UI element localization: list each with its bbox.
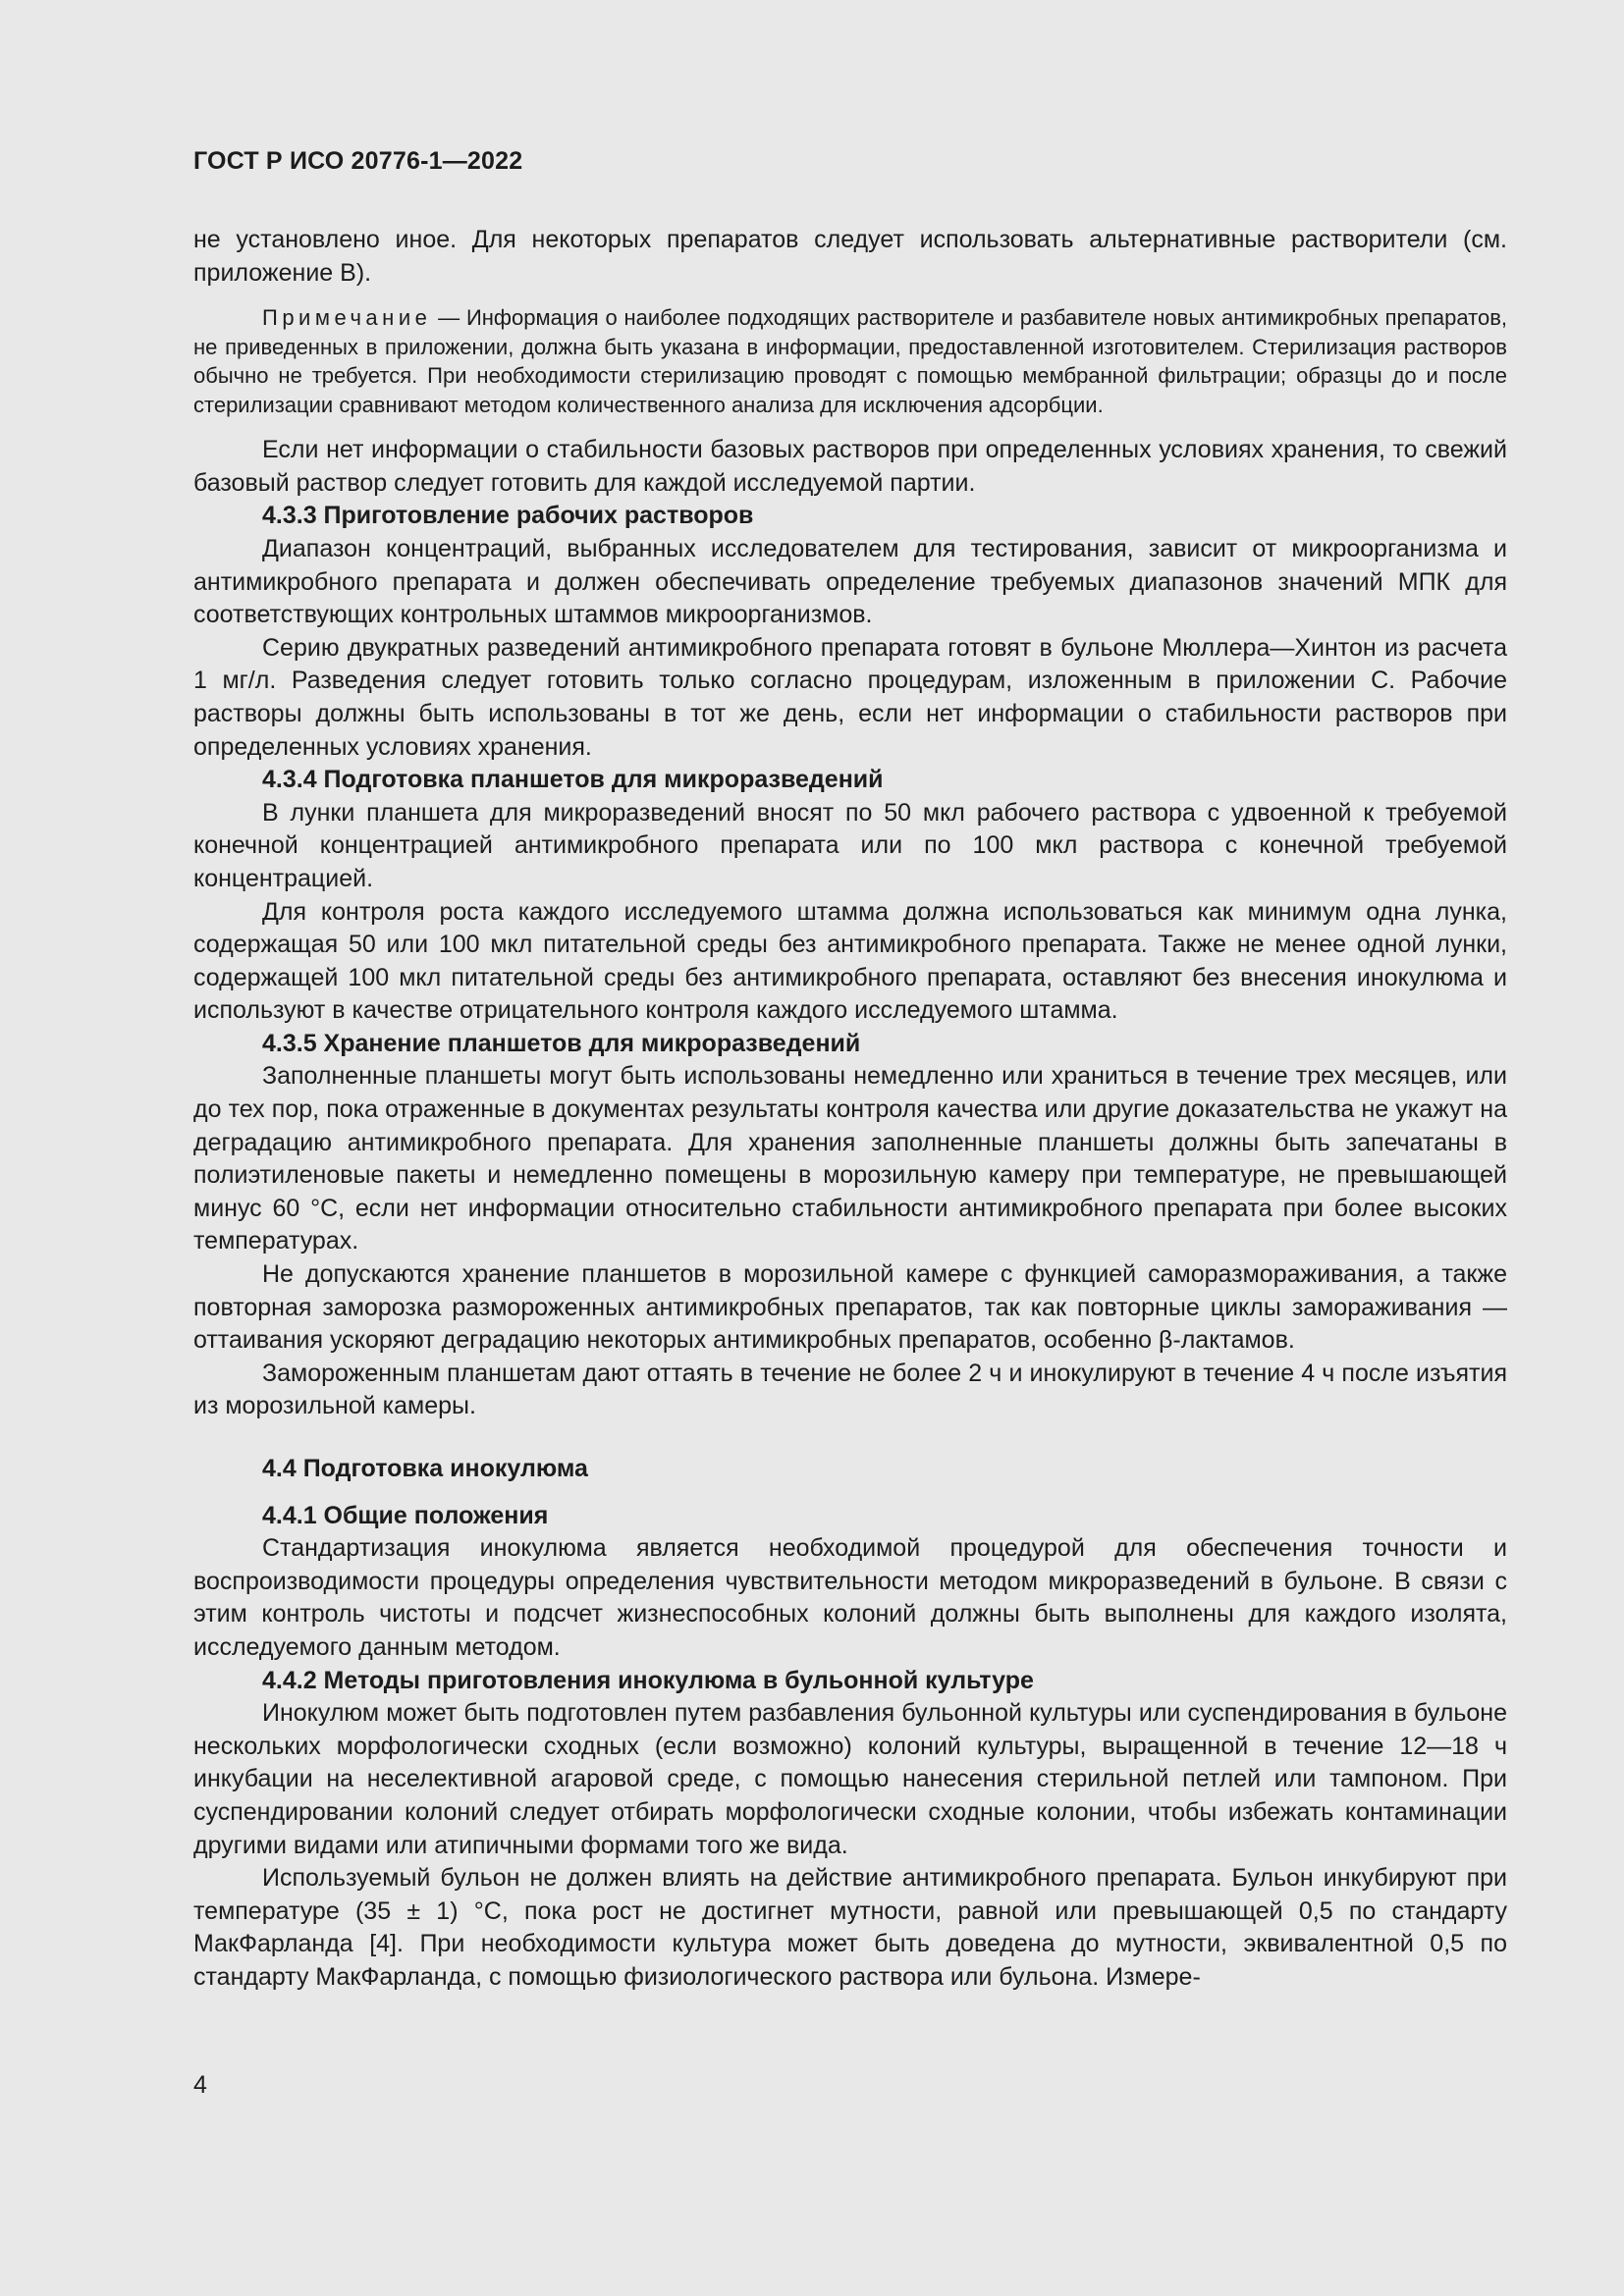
paragraph-stock-stability: Если нет информации о стабильности базовых растворов при определенных условиях хранения, то свежий базовый раствор следует готовить для каждой исследуемой партии. <box>193 436 1507 497</box>
section-heading-4-4: 4.4 Подготовка инокулюма <box>262 1455 588 1482</box>
document-header: ГОСТ Р ИСО 20776-1—2022 <box>193 147 523 175</box>
spacer <box>193 1486 1507 1500</box>
paragraph-plate-wells: В лунки планшета для микроразведений вносят по 50 мкл рабочего раствора с удвоенной к требуемой конечной концентрацией антимикробного препарата или по 100 мкл раствора с конечной требуемой концентрацией. <box>193 798 1507 892</box>
paragraph-freezer-restrictions: Не допускаются хранение планшетов в морозильной камере с функцией саморазмораживания, а также повторная заморозка размороженных антимикробных препаратов, так как повторные циклы замораживания — оттаивания ускоряют деградацию некоторых антимикробных препаратов, особенно β-лактамов. <box>193 1260 1507 1355</box>
paragraph-growth-control: Для контроля роста каждого исследуемого штамма должна использоваться как минимум одна лунка, содержащая 50 или 100 мкл питательной среды без антимикробного препарата. Также не менее одной лунки, содержащей 100 мкл питательной среды без антимикробного препарата, оставляют без внесения инокулюма и используют в качестве отрицательного контроля каждого исследуемого штамма. <box>193 897 1507 1025</box>
note-paragraph <box>193 303 1507 419</box>
note-text: — Информация о наиболее подходящих растворителе и разбавителе новых антимикробных препаратов, не приведенных в приложении, должна быть указана в информации, предоставленной изготовителем. Стерилизация растворов обычно не требуется. При необходимости стерилизацию проводят с помощью мембранной фильтрации; образцы до и после стерилизации сравнивают методом количественного анализа для исключения адсорбции. <box>193 305 1507 417</box>
paragraph-inoculum-standardization: Стандартизация инокулюма является необходимой процедурой для обеспечения точности и воспроизводимости процедуры определения чувствительности методом микроразведений в бульоне. В связи с этим контроль чистоты и подсчет жизнеспособных колоний должны быть выполнены для каждого изолята, исследуемого данным методом. <box>193 1534 1507 1661</box>
note-label: Примечание <box>262 305 432 331</box>
paragraph-concentration-range: Диапазон концентраций, выбранных исследователем для тестирования, зависит от микроорганизма и антимикробного препарата и должен обеспечивать определение требуемых диапазонов значений МПК для соответствующих контрольных штаммов микроорганизмов. <box>193 534 1507 629</box>
paragraph-inoculum-preparation: Инокулюм может быть подготовлен путем разбавления бульонной культуры или суспендирования в бульоне нескольких морфологически сходных (если возможно) колоний культуры, выращенной в течение 12—18 ч инкубации на неселективной агаровой среде, с помощью нанесения стерильной петлей или тампоном. При суспендировании колоний следует отбирать морфологически сходные колонии, чтобы избежать контаминации другими видами или атипичными формами того же вида. <box>193 1699 1507 1859</box>
paragraph-plate-storage: Заполненные планшеты могут быть использованы немедленно или храниться в течение трех месяцев, или до тех пор, пока отраженные в документах результаты контроля качества или другие доказательства не укажут на деградацию антимикробного препарата. Для хранения заполненные планшеты должны быть запечатаны в полиэтиленовые пакеты и немедленно помещены в морозильную камеру при температуре, не превышающей минус 60 °С, если нет информации относительно стабильности антимикробного препарата при более высоких температурах. <box>193 1062 1507 1255</box>
section-heading-4-3-3: 4.3.3 Приготовление рабочих растворов <box>262 502 754 530</box>
section-heading-4-3-5: 4.3.5 Хранение планшетов для микроразведений <box>262 1029 861 1057</box>
spacer <box>193 419 1507 434</box>
page-number: 4 <box>193 2071 207 2099</box>
paragraph-solvents: не установлено иное. Для некоторых препаратов следует использовать альтернативные растворители (см. приложение B). <box>193 226 1507 287</box>
section-heading-4-4-2: 4.4.2 Методы приготовления инокулюма в бульонной культуре <box>262 1666 1034 1694</box>
paragraph-thawing: Замороженным планшетам дают оттаять в течение не более 2 ч и инокулируют в течение 4 ч после изъятия из морозильной камеры. <box>193 1359 1507 1420</box>
section-heading-4-3-4: 4.3.4 Подготовка планшетов для микроразведений <box>262 766 884 794</box>
paragraph-broth-incubation: Используемый бульон не должен влиять на действие антимикробного препарата. Бульон инкубируют при температуре (35 ± 1) °С, пока рост не достигнет мутности, равной или превышающей 0,5 по стандарту МакФарланда [4]. При необходимости культура может быть доведена до мутности, эквивалентной 0,5 по стандарту МакФарланда, с помощью физиологического раствора или бульона. Измере- <box>193 1864 1507 1991</box>
page-content <box>193 224 1507 1995</box>
spacer <box>193 1423 1507 1453</box>
section-heading-4-4-1: 4.4.1 Общие положения <box>262 1501 549 1529</box>
paragraph-twofold-dilutions: Серию двукратных разведений антимикробного препарата готовят в бульоне Мюллера—Хинтон из расчета 1 мг/л. Разведения следует готовить только согласно процедурам, изложенным в приложении C. Рабочие растворы должны быть использованы в тот же день, если нет информации о стабильности растворов при определенных условиях хранения. <box>193 633 1507 761</box>
